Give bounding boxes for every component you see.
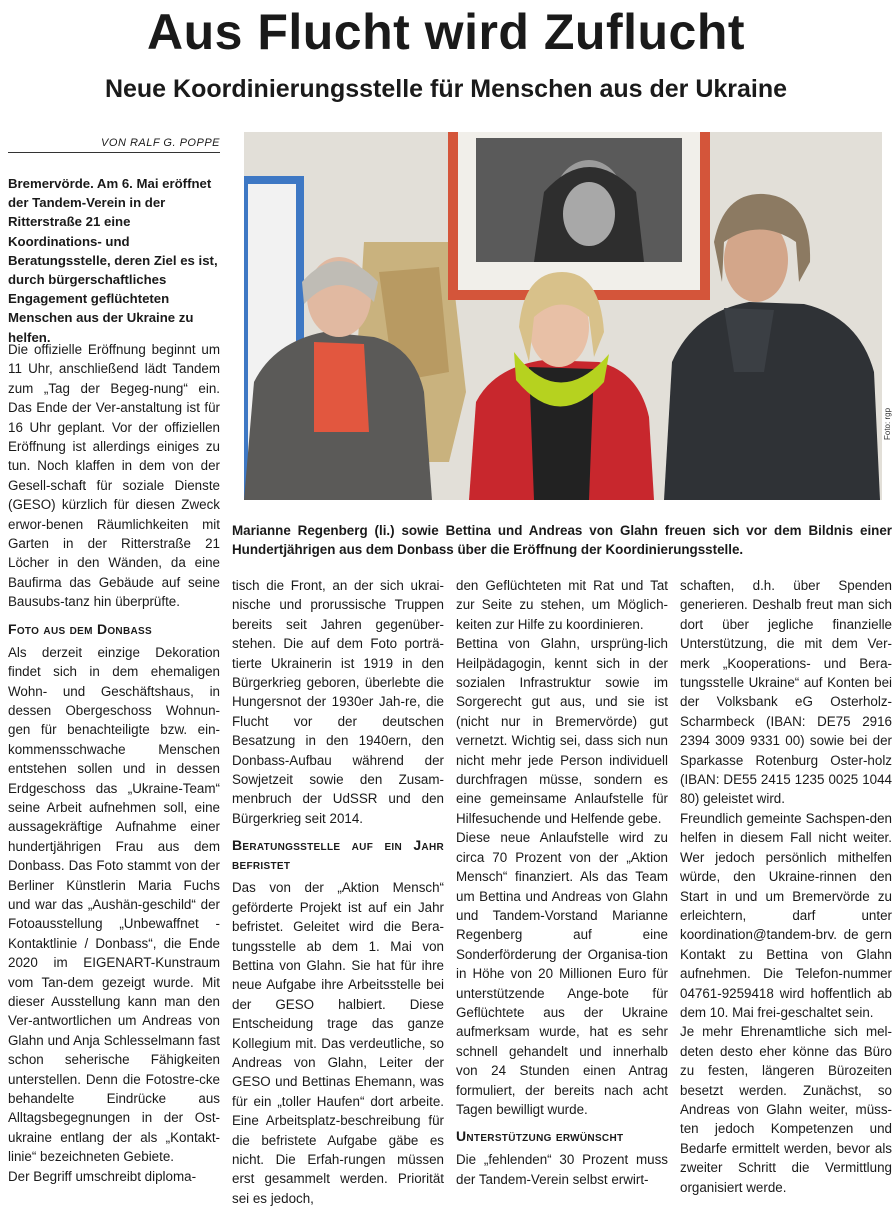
paragraph: Diese neue Anlaufstelle wird zu circa 70 Prozent von der „Aktion Mensch“ finanziert. Als das Team um Bettina und Andreas von Glahn und Tandem-Vorstand Marianne Regenberg auf eine Sonderförderung der Organisa-tion in Höhe von 20 Millionen Euro für unterstützende Ange-bote für Geflüchtete aus der Ukraine aufmerksam wurde, hat es sehr schnell gehandelt und innerhalb von 24 Stunden einen Antrag formuliert, der bereits nach acht Tagen bewilligt wurde. [456, 830, 668, 1117]
photo-caption: Marianne Regenberg (li.) sowie Bettina und Andreas von Glahn freuen sich vor dem Bildnis einer Hundertjährigen aus dem Donbass über die Eröffnung der Koordinierungsstelle. [232, 523, 892, 557]
subheading-beratungsstelle: Beratungsstelle auf ein Jahr befristet [232, 837, 444, 873]
column-3 [456, 576, 668, 1189]
headline: Aus Flucht wird Zuflucht [146, 4, 746, 60]
paragraph: Die offizielle Eröffnung beginnt um 11 Uhr, anschließend lädt Tandem zum „Tag der Begeg-nung“ ein. Das Ende der Ver-anstaltung ist für 16 Uhr geplant. Vor der offiziellen Eröffnung ist allerdings einiges zu tun. Noch klaffen in dem von der Gesell-schaft für soziale Dienste (GESO) kürzlich für diesen Zweck erwor-benen Räumlichkeiten mit Garten in der Ritterstraße 21 Löcher in den Wänden, da eine Baufirma das Gebäude auf seine Bausubs-tanz hin überprüfte. [8, 342, 220, 610]
column-1 [8, 340, 220, 1186]
lead-paragraph: Bremervörde. Am 6. Mai eröffnet der Tandem-Verein in der Ritterstraße 21 eine Koordinations- und Beratungsstelle, deren Ziel es ist, durch bürgerschaftliches Engagement geflüchteten Menschen aus der Ukraine zu helfen. [8, 176, 218, 345]
paragraph: tisch die Front, an der sich ukrai-nische und prorussische Truppen bereits seit Jahren gegenüber-stehen. Die auf dem Foto porträ-tierte Ukrainerin ist 1919 in den Bürgerkrieg geboren, überlebte die Hungersnot der 1930er Jah-re, die Flucht vor der deutschen Besatzung in den 1940ern, den Donbass-Aufbau während der Sowjetzeit sowie den Zusam-menbruch der UdSSR und den Bürgerkrieg seit 2014. [232, 578, 444, 826]
paragraph: Das von der „Aktion Mensch“ geförderte Projekt ist auf ein Jahr befristet. Geleitet wird die Bera-tungsstelle ab dem 1. Mai von Bettina von Glahn. Sie hat für ihre neue Aufgabe ihre Arbeitsstelle bei der GESO halbiert. Diese Entscheidung trage das ganze Kollegium mit. Das verdeutliche, so Andreas von Glahn, Leiter der GESO und Bettinas Ehemann, was für ein „toller Haufen“ dort arbeite. Eine Arbeitsplatz-beschreibung für die befristete Aufgabe gäbe es nicht. Die Erfah-rungen müssen erst gesammelt werden. Priorität sei es jedoch, [232, 880, 444, 1206]
paragraph: schaften, d.h. über Spenden generieren. Deshalb freut man sich dort über jegliche finanzielle Unterstützung, die mit dem Ver-merk „Kooperations- und Bera-tungsstelle Ukraine“ auf Konten bei der Volksbank eG Osterholz-Scharmbeck (IBAN: DE75 2916 2394 3009 9331 00) sowie bei der Sparkasse Rotenburg Oster-holz (IBAN: DE55 2415 1235 0025 1044 80) geleistet wird. [680, 578, 892, 807]
subheading-foto-donbass: Foto aus dem Donbass [8, 620, 152, 637]
photo-credit: Foto: rgp [883, 407, 892, 440]
column-2 [232, 576, 444, 1208]
paragraph: Als derzeit einzige Dekoration findet sich in dem ehemaligen Wohn- und Geschäftshaus, in dessen Obergeschoss Wohnun-gen für benachteiligte bzw. ein-kommensschwache Menschen entstehen sollen und in dessen Erdgeschoss das „Ukraine-Team“ seine Arbeit aufnehmen soll, eine aussagekräftige Aufnahme einer hundertjährigen Frau aus dem Donbass. Das Foto stammt von der Berliner Künstlerin Maria Fuchs und war das „Aushän-geschild“ der Fotoausstellung „Unbewaffnet - Kontaktlinie / Donbass“, die Ende 2020 im EIGENART-Kunstraum vom Tan-dem gezeigt wurde. Mit dieser Ausstellung kann man den Ver-antwortlichen um Andreas von Glahn und Anja Schlesselmann fast schon seherische Fähigkeiten unterstellen. Denn die Fotostre-cke behandelte Eindrücke aus Alltagsbegegnungen in der Ost-ukraine entlang der als „Kontakt-linie“ bezeichneten Gebiete. [8, 644, 220, 1165]
paragraph: Freundlich gemeinte Sachspen-den helfen in diesem Fall nicht weiter. Wer jedoch persönlich mithelfen würde, den Ukraine-rinnen den Start in und um Bremervörde zu erleichtern, darf unter koordination@tandem-brv. de gern Kontakt zu Bettina von Glahn aufnehmen. Die Telefon-nummer 04761-9259418 wird hoffentlich ab dem 10. Mai frei-geschaltet sein. [680, 810, 892, 1020]
column-4 [680, 576, 892, 1197]
subheadline: Neue Koordinierungsstelle für Menschen aus der Ukraine [104, 75, 788, 103]
paragraph: Bettina von Glahn, ursprüng-lich Heilpädagogin, kennt sich in der sozialen Infrastruktur sowie im Sorgerecht gut aus, und sie ist (nicht nur in Bremervörde) gut vernetzt. Wichtig sei, dass sich nun nicht mehr jede Person individuell durchfragen müsse, sondern es eine gemeinsame Anlaufstelle für Hilfesuchende und Helfende gebe. [456, 636, 668, 826]
paragraph: den Geflüchteten mit Rat und Tat zur Seite zu stehen, um Möglich-keiten zur Hilfe zu koordinieren. [456, 578, 668, 632]
paragraph: Je mehr Ehrenamtliche sich mel-deten desto eher könne das Büro zu festen, längeren Bürozeiten besetzt werden. Zunächst, so Andreas von Glahn weiter, müss-ten jedoch Kompetenzen und Bedarfe ermittelt werden, bevor als zweiter Schritt die Vermittlung organisiert werde. [680, 1024, 892, 1195]
paragraph: Der Begriff umschreibt diploma- [8, 1168, 197, 1184]
subheading-unterstuetzung: Unterstützung erwünscht [456, 1128, 624, 1145]
paragraph: Die „fehlenden“ 30 Prozent muss der Tandem-Verein selbst erwirt- [456, 1152, 668, 1187]
article-photo [244, 132, 882, 500]
byline: VON RALF G. POPPE [8, 137, 220, 153]
photo-illustration [244, 132, 882, 500]
